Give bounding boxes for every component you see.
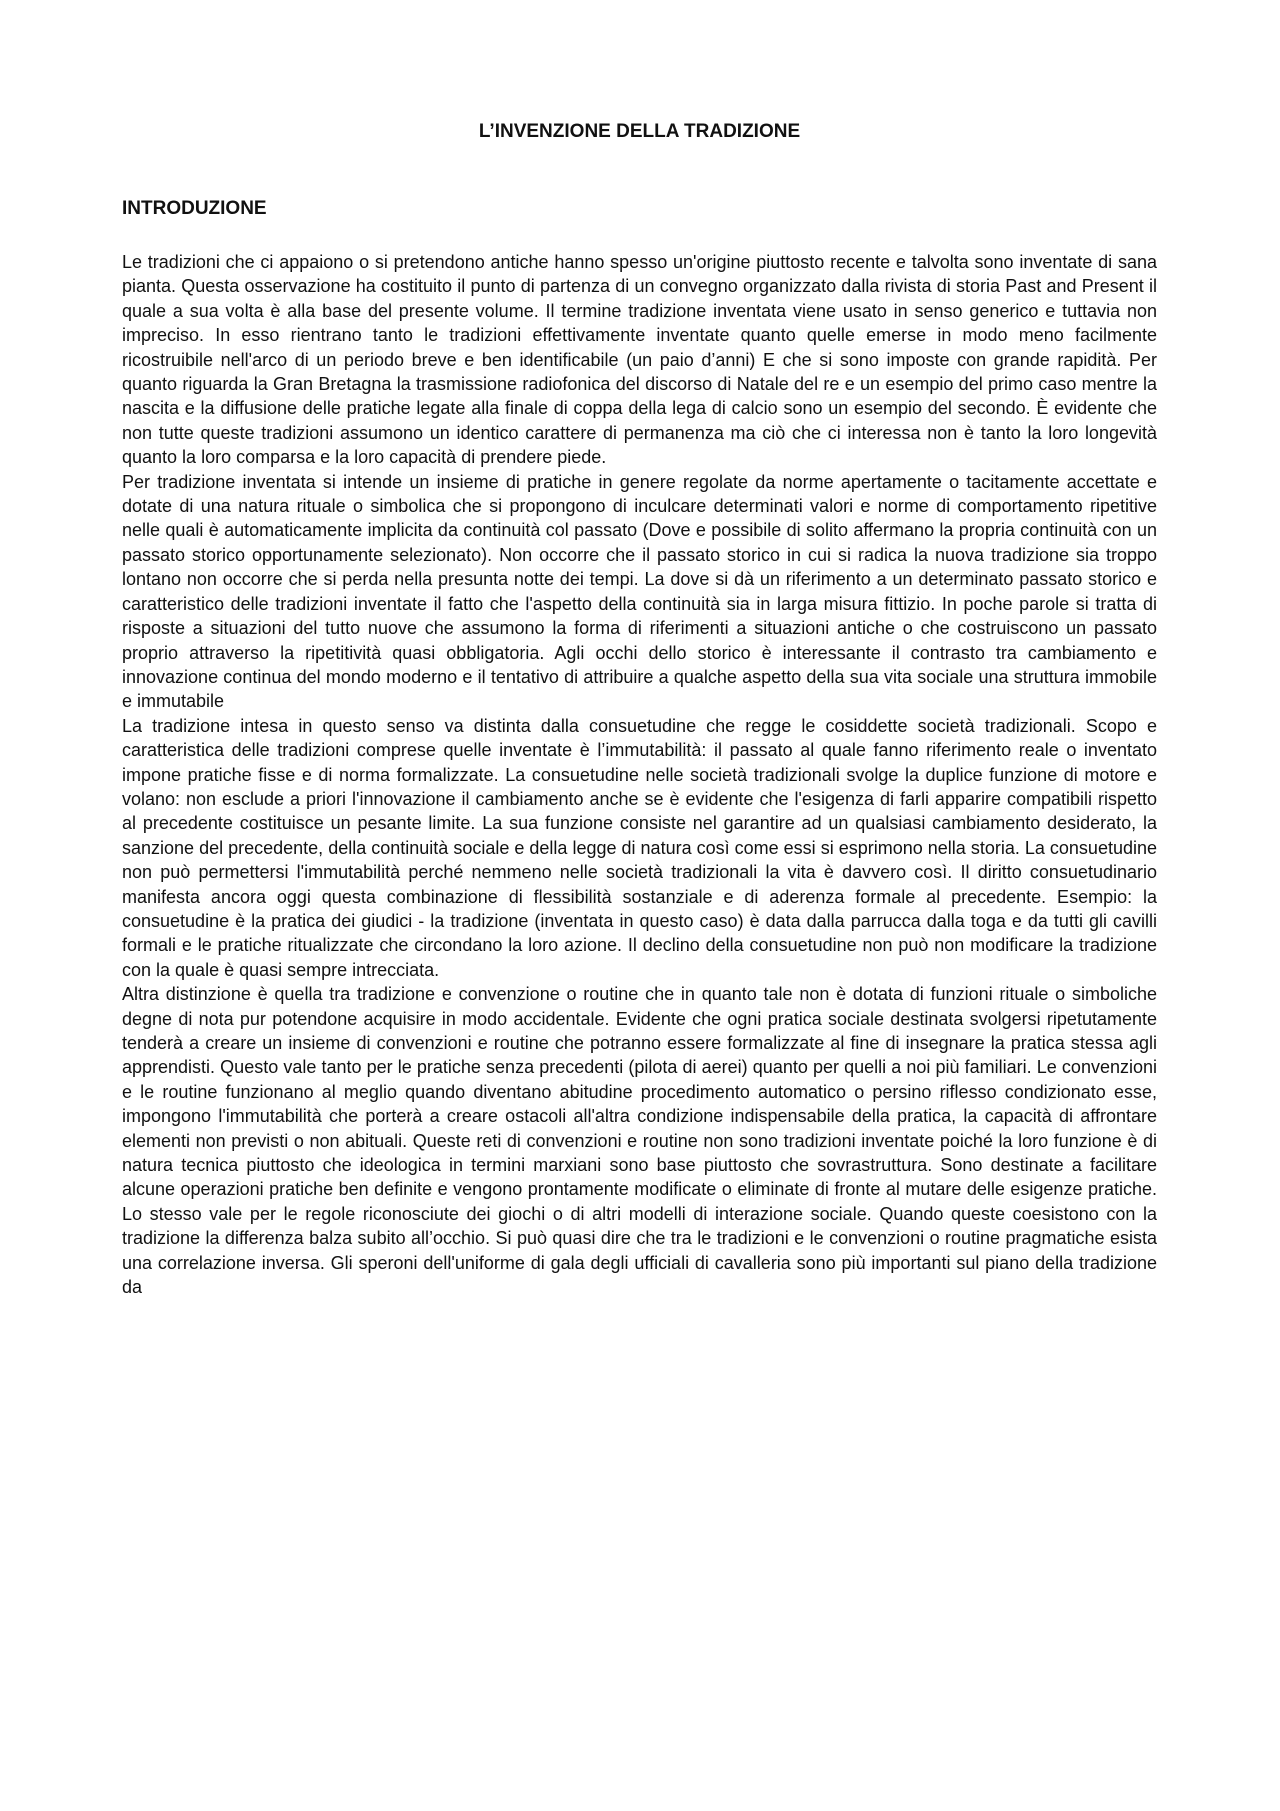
paragraph: Per tradizione inventata si intende un insieme di pratiche in genere regolate da norme apertamente o tacitamente accettate e dotate di una natura rituale o simbolica che si propongono di inculcare determinati valori e norme di comportamento ripetitive nelle quali è automaticamente implicita da continuità col passato (Dove e possibile di solito affermano la propria continuità con un passato storico opportunamente selezionato). Non occorre che il passato storico in cui si radica la nuova tradizione sia troppo lontano non occorre che si perda nella presunta notte dei tempi. La dove si dà un riferimento a un determinato passato storico e caratteristico delle tradizioni inventate il fatto che l'aspetto della continuità sia in larga misura fittizio. In poche parole si tratta di risposte a situazioni del tutto nuove che assumono la forma di riferimenti a situazioni antiche o che costruiscono un passato proprio attraverso la ripetitività quasi obbligatoria. Agli occhi dello storico è interessante il contrasto tra cambiamento e innovazione continua del mondo moderno e il tentativo di attribuire a qualche aspetto della sua vita sociale una struttura immobile e immutabile [122,471,1157,712]
section-heading: INTRODUZIONE [122,198,267,219]
document-title: L’INVENZIONE DELLA TRADIZIONE [478,121,801,142]
paragraph: La tradizione intesa in questo senso va distinta dalla consuetudine che regge le cosiddette società tradizionali. Scopo e caratteristica delle tradizioni comprese quelle inventate è l’immutabilità: il passato al quale fanno riferimento reale o inventato impone pratiche fisse e di norma formalizzate. La consuetudine nelle società tradizionali svolge la duplice funzione di motore e volano: non esclude a priori l'innovazione il cambiamento anche se è evidente che l'esigenza di farli apparire compatibili rispetto al precedente costituisce un pesante limite. La sua funzione consiste nel garantire ad un qualsiasi cambiamento desiderato, la sanzione del precedente, della continuità sociale e della legge di natura così come essi si esprimono nella storia. La consuetudine non può permettersi l'immutabilità perché nemmeno nelle società tradizionali la vita è davvero così. Il diritto consuetudinario manifesta ancora oggi questa combinazione di flessibilità sostanziale e di aderenza formale al precedente. Esempio: la consuetudine è la pratica dei giudici - la tradizione (inventata in questo caso) è data dalla parrucca dalla toga e da tutti gli cavilli formali e le pratiche ritualizzate che circondano la loro azione. Il declino della consuetudine non può non modificare la tradizione con la quale è quasi sempre intrecciata. [122,715,1157,980]
body-text [122,250,1157,1299]
paragraph: Altra distinzione è quella tra tradizione e convenzione o routine che in quanto tale non è dotata di funzioni rituale o simboliche degne di nota pur potendone acquisire in modo accidentale. Evidente che ogni pratica sociale destinata svolgersi ripetutamente tenderà a creare un insieme di convenzioni e routine che potranno essere formalizzate al fine di insegnare la pratica stessa agli apprendisti. Questo vale tanto per le pratiche senza precedenti (pilota di aerei) quanto per quelli a noi più familiari. Le convenzioni e le routine funzionano al meglio quando diventano abitudine procedimento automatico o persino riflesso condizionato esse, impongono l'immutabilità che porterà a creare ostacoli all'altra condizione indispensabile della pratica, la capacità di affrontare elementi non previsti o non abituali. Queste reti di convenzioni e routine non sono tradizioni inventate poiché la loro funzione è di natura tecnica piuttosto che ideologica in termini marxiani sono base piuttosto che sovrastruttura. Sono destinate a facilitare alcune operazioni pratiche ben definite e vengono prontamente modificate o eliminate di fronte al mutare delle esigenze pratiche. Lo stesso vale per le regole riconosciute dei giochi o di altri modelli di interazione sociale. Quando queste coesistono con la tradizione la differenza balza subito all’occhio. Si può quasi dire che tra le tradizioni e le convenzioni o routine pragmatiche esista una correlazione inversa. Gli speroni dell'uniforme di gala degli ufficiali di cavalleria sono più importanti sul piano della tradizione da [122,984,1157,1298]
paragraph: Le tradizioni che ci appaiono o si pretendono antiche hanno spesso un'origine piuttosto recente e talvolta sono inventate di sana pianta. Questa osservazione ha costituito il punto di partenza di un convegno organizzato dalla rivista di storia Past and Present il quale a sua volta è alla base del presente volume. Il termine tradizione inventata viene usato in senso generico e tuttavia non impreciso. In esso rientrano tanto le tradizioni effettivamente inventate quanto quelle emerse in modo meno facilmente ricostruibile nell'arco di un periodo breve e ben identificabile (un paio d’anni) E che si sono imposte con grande rapidità. Per quanto riguarda la Gran Bretagna la trasmissione radiofonica del discorso di Natale del re e un esempio del primo caso mentre la nascita e la diffusione delle pratiche legate alla finale di coppa della lega di calcio sono un esempio del secondo. È evidente che non tutte queste tradizioni assumono un identico carattere di permanenza ma ciò che ci interessa non è tanto la loro longevità quanto la loro comparsa e la loro capacità di prendere piede. [122,252,1157,468]
